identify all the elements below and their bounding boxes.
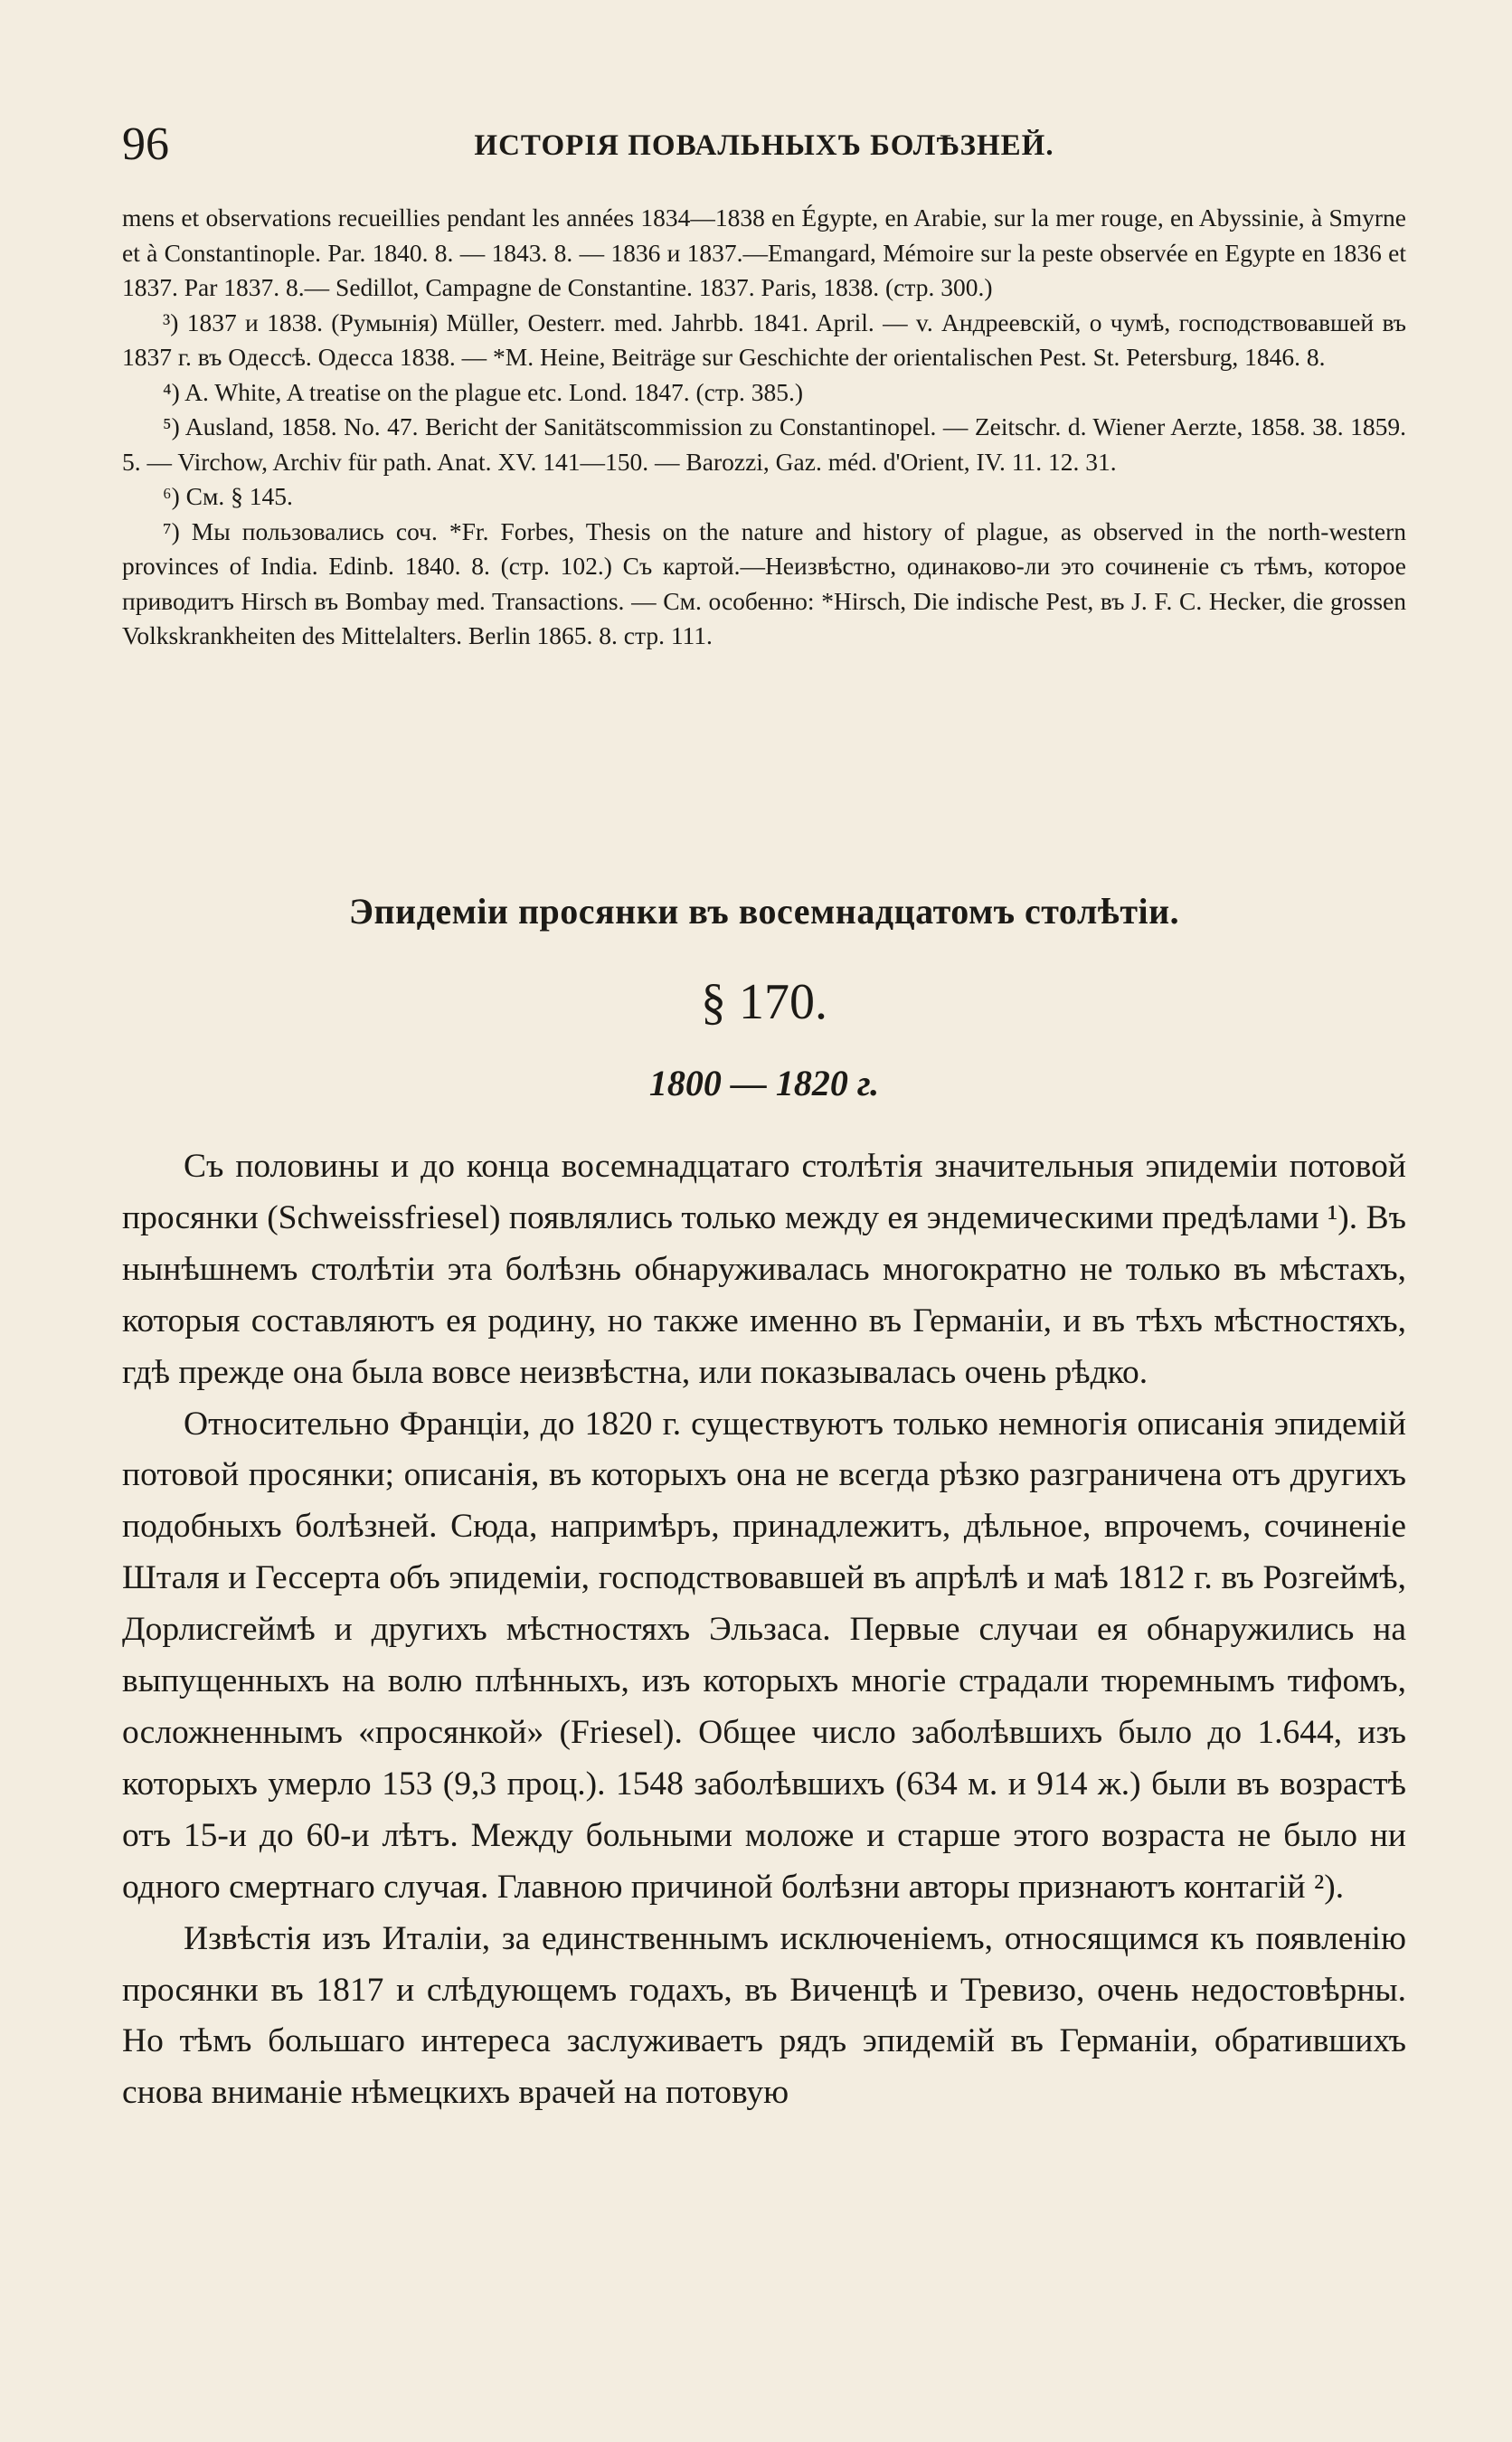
paragraph: Съ половины и до конца восемнадцатаго столѣтія значительныя эпидеміи потовой просянки (Schweissfriesel) появлялись только между ея эндемическими предѣлами ¹). Въ нынѣшнемъ столѣтіи эта болѣзнь обнаруживалась многократно не только въ мѣстахъ, которыя составляютъ ея родину, но также именно въ Германіи, и въ тѣхъ мѣстностяхъ, гдѣ прежде она была вовсе неизвѣстна, или показывалась очень рѣдко.: [122, 1148, 1406, 1391]
paragraph: Относительно Франціи, до 1820 г. существуютъ только немногія описанія эпидемій потовой просянки; описанія, въ которыхъ она не всегда рѣзко разграничена отъ другихъ подобныхъ болѣзней. Сюда, напримѣръ, принадлежитъ, дѣльное, впрочемъ, сочиненіе Шталя и Гессерта объ эпидеміи, господствовавшей въ апрѣлѣ и маѣ 1812 г. въ Розгеймѣ, Дорлисгеймѣ и другихъ мѣстностяхъ Эльзаса. Первые случаи ея обнаружились на выпущенныхъ на волю плѣнныхъ, изъ которыхъ многіе страдали тюремнымъ тифомъ, осложненнымъ «просянкой» (Friesel). Общее число заболѣвшихъ было до 1.644, изъ которыхъ умерло 153 (9,3 проц.). 1548 заболѣвшихъ (634 м. и 914 ж.) были въ возрастѣ отъ 15-и до 60-и лѣтъ. Между больными моложе и старше этого возраста не было ни одного смертнаго случая. Главною причиной болѣзни авторы признаютъ контагій ²).: [122, 1405, 1406, 1906]
paragraph: Извѣстія изъ Италіи, за единственнымъ исключеніемъ, относящимся къ появленію просянки въ 1817 и слѣдующемъ годахъ, въ Виченцѣ и Тревизо, очень недостовѣрны. Но тѣмъ большаго интереса заслуживаетъ рядъ эпидемій въ Германіи, обратившихъ снова вниманіе нѣмецкихъ врачей на потовую: [122, 1919, 1406, 2112]
body-text: [122, 1141, 1406, 2119]
section-number: § 170.: [701, 974, 827, 1030]
running-title: ИСТОРІЯ ПОВАЛЬНЫХЪ БОЛѢЗНЕЙ.: [474, 129, 1054, 162]
running-head: [122, 116, 1406, 174]
footnotes-block: [122, 201, 1406, 654]
footnote-4: ⁴) A. White, A treatise on the plague etc. Lond. 1847. (стр. 385.): [163, 377, 804, 406]
footnote-7: ⁷) Мы пользовались соч. *Fr. Forbes, Thesis on the nature and history of plague, as observed in the north-western provinces of India. Edinb. 1840. 8. (стр. 102.) Съ картой.—Неизвѣстно, одинаково-ли это сочиненіе съ тѣмъ, которое приводитъ Hirsch въ Bombay med. Transactions. — См. особенно: *Hirsch, Die indische Pest, въ J. F. C. Hecker, die grossen Volkskrankheiten des Mittelalters. Berlin 1865. 8. стр. 111.: [122, 516, 1406, 649]
footnote-6: ⁶) См. § 145.: [163, 482, 293, 510]
footnote-5: ⁵) Ausland, 1858. No. 47. Bericht der Sanitätscommission zu Constantinopel. — Zeitschr. d. Wiener Aerzte, 1858. 38. 1859. 5. — Virchow, Archiv für path. Anat. XV. 141—150. — Barozzi, Gaz. méd. d'Orient, IV. 11. 12. 31.: [122, 412, 1406, 476]
footnote-continuation: mens et observations recueillies pendant les années 1834—1838 en Égypte, en Arabie, sur la mer rouge, en Abyssinie, à Smyrne et à Constantinople. Par. 1840. 8. — 1843. 8. — 1836 и 1837.—Emangard, Mémoire sur la peste observée en Egypte en 1836 et 1837. Par 1837. 8.— Sedillot, Campagne de Constantine. 1837. Paris, 1838. (стр. 300.): [122, 204, 1406, 301]
page-number: 96: [122, 118, 169, 170]
section-years: 1800 — 1820 г.: [648, 1063, 880, 1103]
footnote-3: ³) 1837 и 1838. (Румынія) Müller, Oesterr. med. Jahrbb. 1841. April. — v. Андреевскій, о чумѣ, господствовавшей въ 1837 г. въ Одессѣ. Одесса 1838. — *M. Heine, Beiträge sur Geschichte der orientalischen Pest. St. Petersburg, 1846. 8.: [122, 308, 1406, 371]
section-heading: Эпидеміи просянки въ восемнадцатомъ столѣтіи.: [348, 891, 1180, 932]
